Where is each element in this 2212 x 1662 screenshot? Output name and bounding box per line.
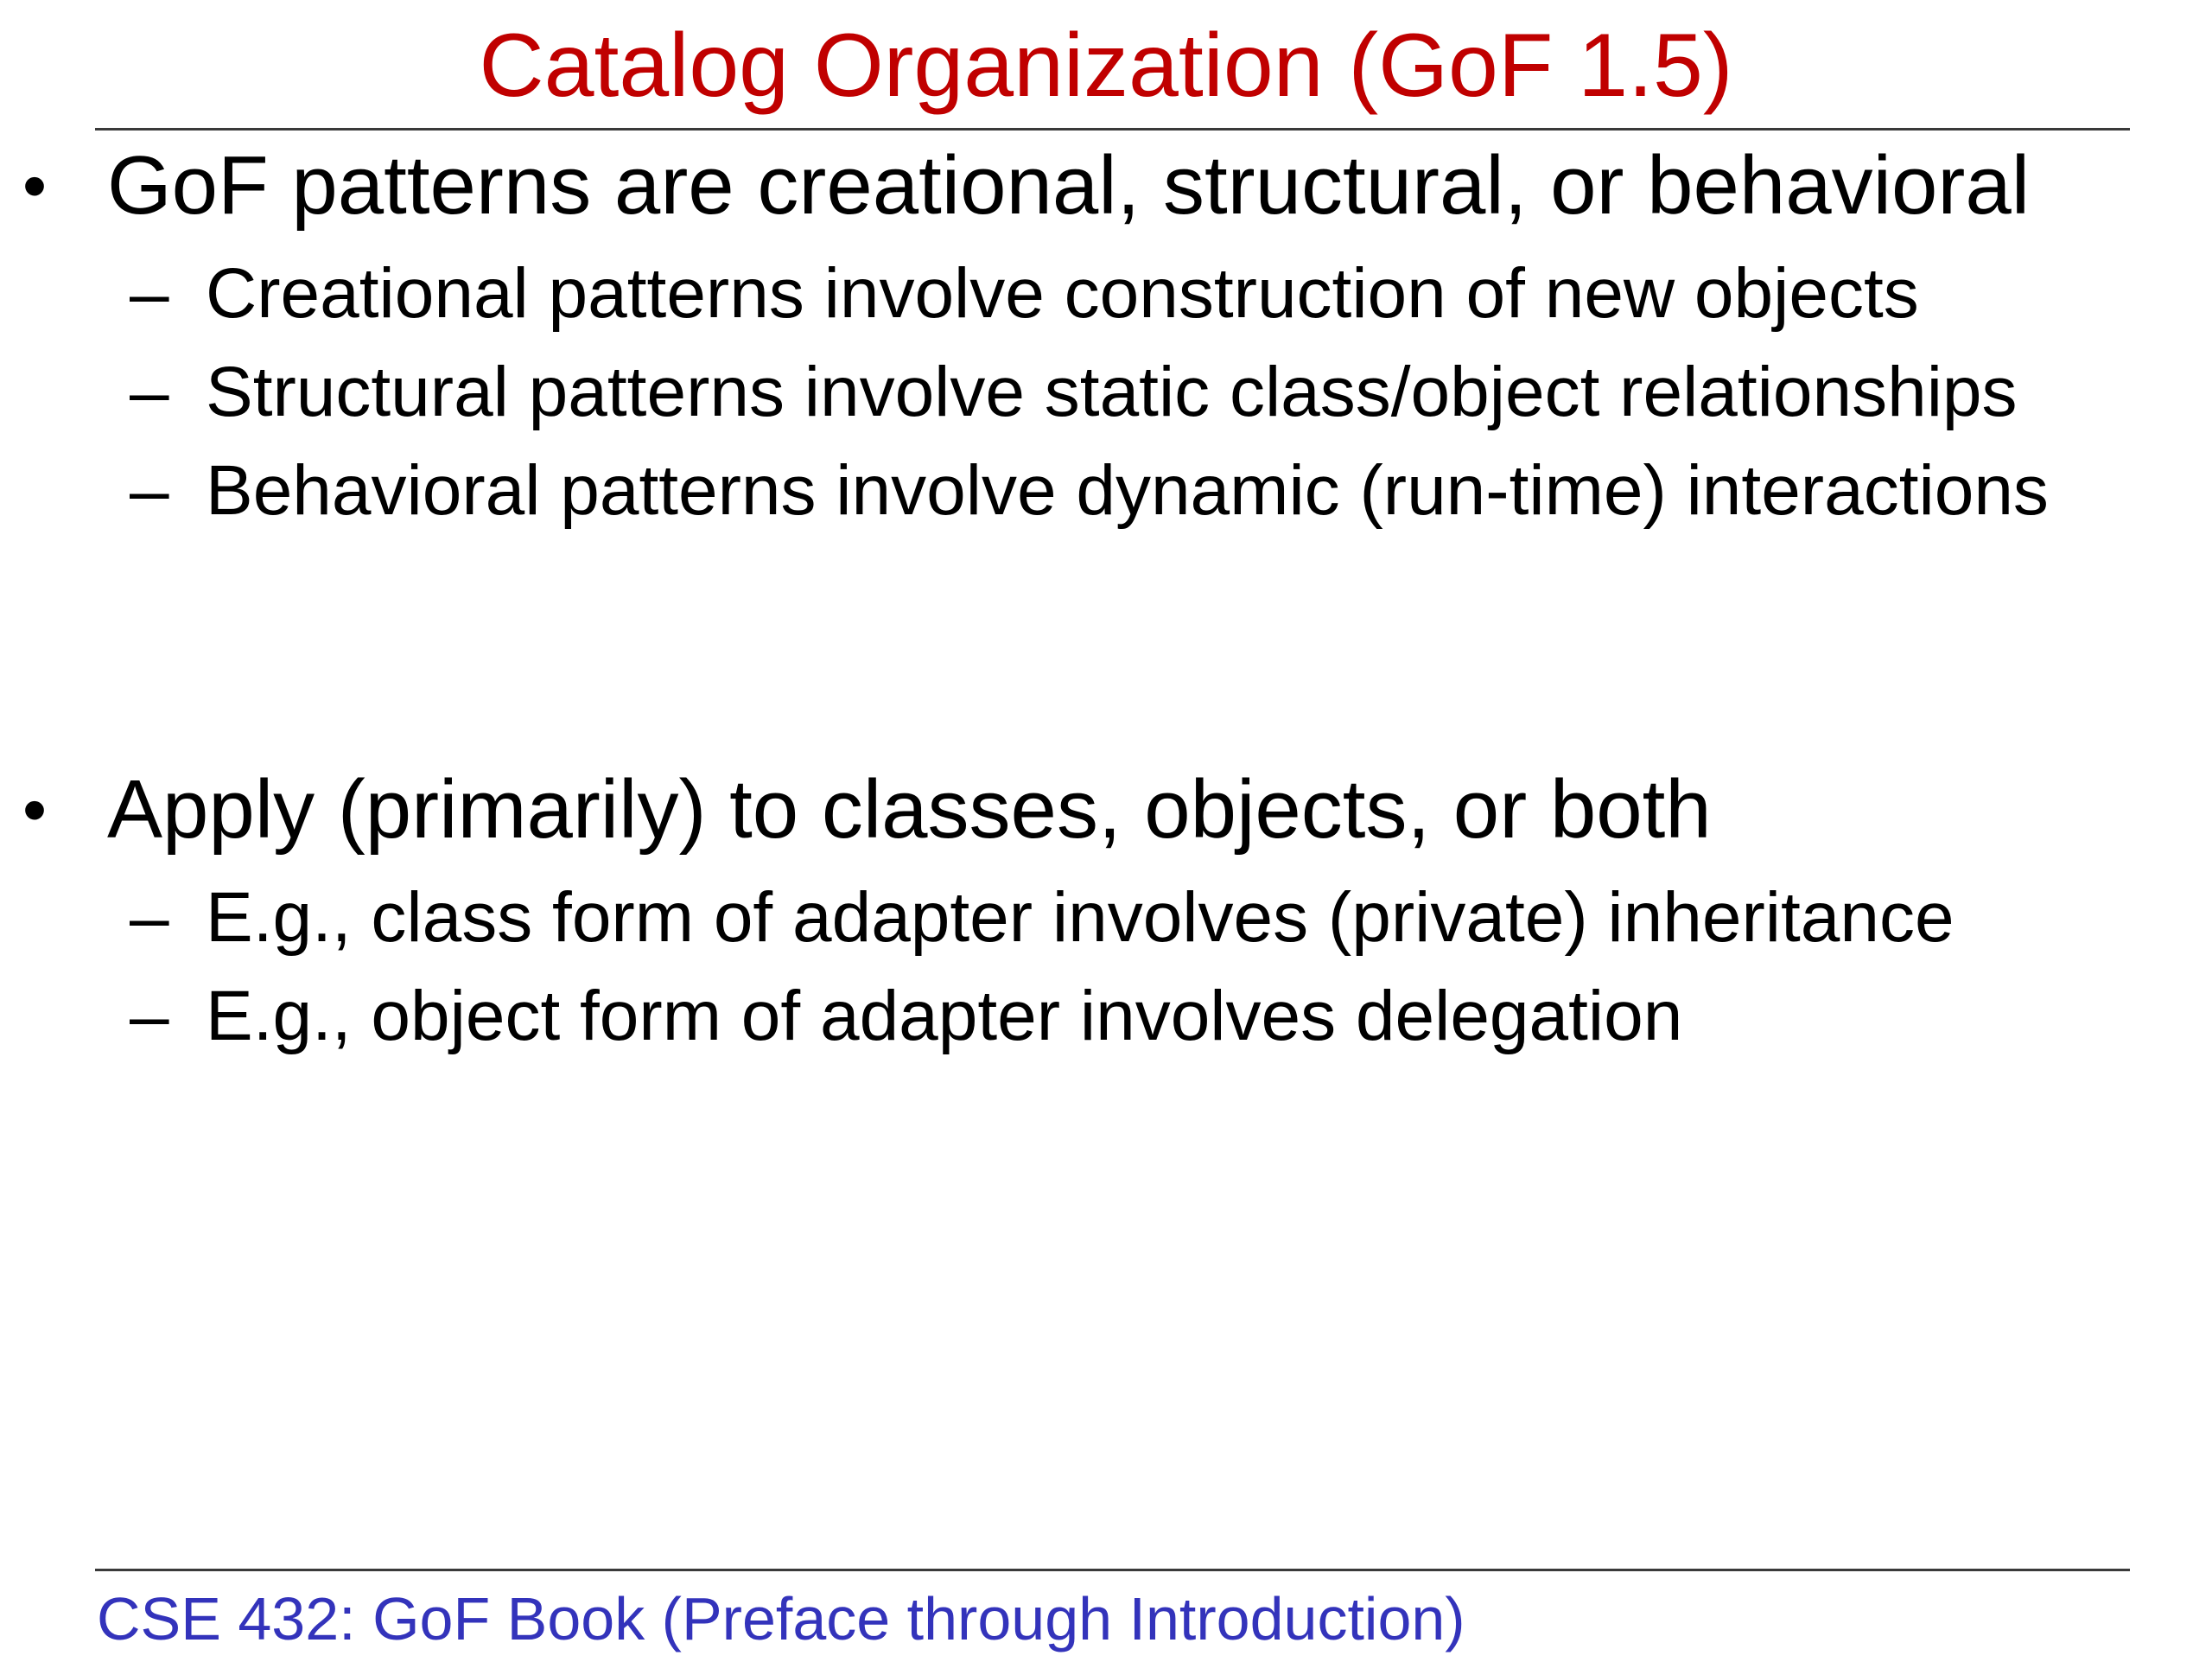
sub-bullet-text: Behavioral patterns involve dynamic (run-time) interactions: [206, 451, 2049, 530]
bullet-text: Apply (primarily) to classes, objects, or both: [107, 763, 1712, 856]
sub-bullet-behavioral: [0, 448, 2212, 534]
bullet-text: GoF patterns are creational, structural, or behavioral: [107, 139, 2031, 232]
sub-bullet-marker: –: [130, 878, 169, 957]
title-divider: [95, 128, 2130, 131]
sub-bullet-class-adapter: [0, 875, 2212, 961]
slide-footer: CSE 432: GoF Book (Preface through Introduction): [97, 1585, 1465, 1652]
bullet-pattern-categories: [0, 138, 2212, 233]
sub-bullet-object-adapter: [0, 973, 2212, 1060]
bullet-marker: •: [22, 147, 48, 224]
slide-title: Catalog Organization (GoF 1.5): [479, 16, 1733, 116]
sub-bullet-text: Creational patterns involve construction of new objects: [206, 254, 1919, 333]
sub-bullet-text: Structural patterns involve static class/object relationships: [206, 353, 2018, 431]
sub-bullet-text: E.g., class form of adapter involves (private) inheritance: [206, 878, 1955, 957]
bullet-scope: [0, 762, 2212, 857]
sub-bullet-marker: –: [130, 353, 169, 431]
footer-divider: [95, 1569, 2130, 1571]
bullet-marker: •: [22, 771, 48, 848]
sub-bullet-creational: [0, 251, 2212, 337]
sub-bullet-structural: [0, 349, 2212, 436]
sub-bullet-text: E.g., object form of adapter involves delegation: [206, 977, 1683, 1055]
sub-bullet-marker: –: [130, 977, 169, 1055]
sub-bullet-marker: –: [130, 451, 169, 530]
sub-bullet-marker: –: [130, 254, 169, 333]
